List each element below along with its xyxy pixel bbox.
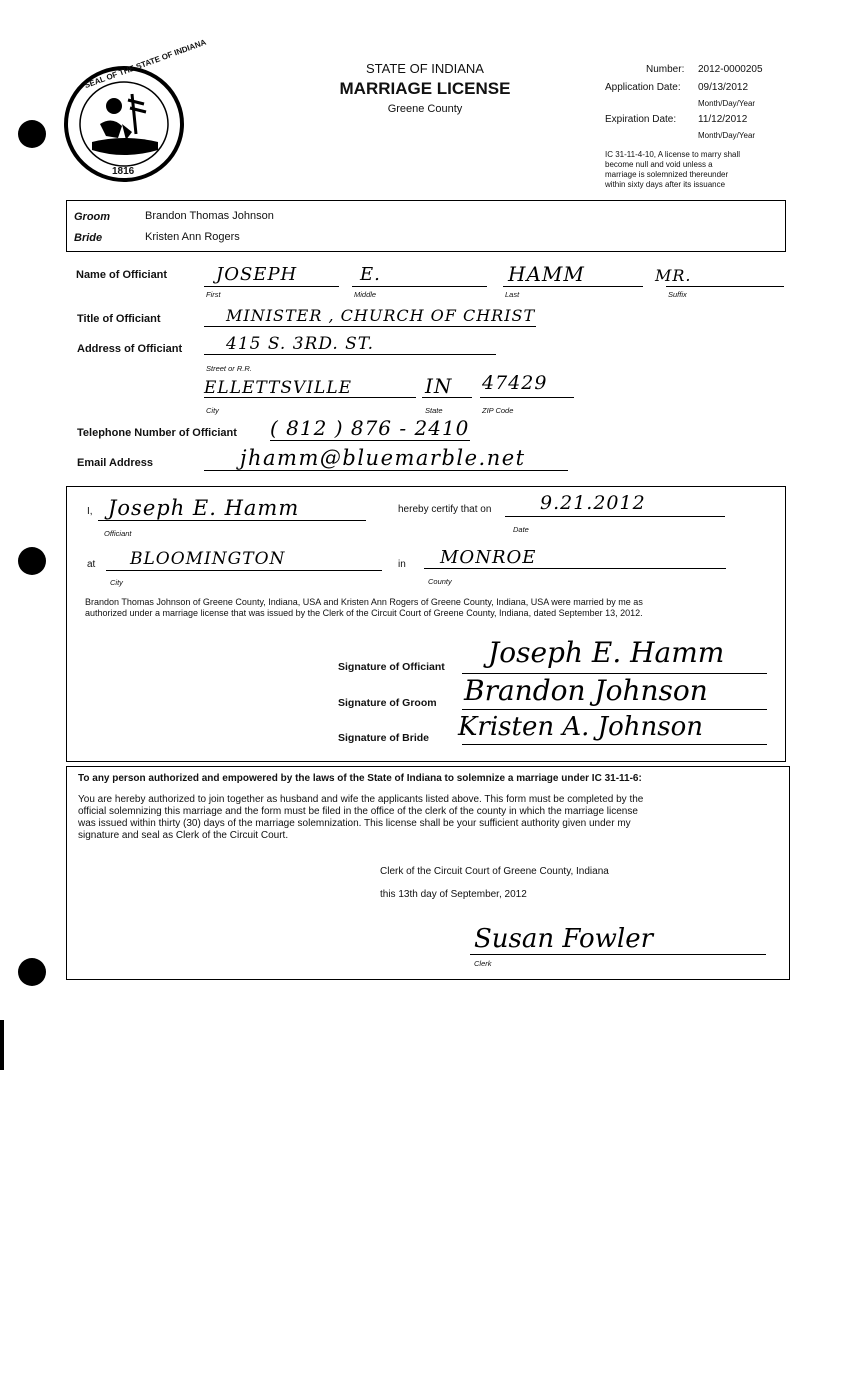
officiant-title-value: MINISTER , CHURCH OF CHRIST bbox=[226, 306, 536, 325]
officiant-phone-value: ( 812 ) 876 - 2410 bbox=[270, 416, 470, 440]
city-caption: City bbox=[206, 406, 219, 415]
bride-name: Kristen Ann Rogers bbox=[145, 231, 240, 243]
officiant-zip-value: 47429 bbox=[482, 372, 548, 394]
officiant-city-value: ELLETTSVILLE bbox=[204, 378, 353, 398]
expiration-date-label: Expiration Date: bbox=[605, 114, 677, 125]
certificate-date-line bbox=[505, 516, 725, 517]
statute-note-line: become null and void unless a bbox=[605, 160, 713, 169]
authorization-body-line: signature and seal as Clerk of the Circuit Court. bbox=[78, 830, 289, 841]
officiant-suffix-line bbox=[666, 286, 784, 287]
bride-label: Bride bbox=[74, 232, 103, 244]
seal-year: 1816 bbox=[112, 166, 135, 177]
state-heading: STATE OF INDIANA bbox=[366, 61, 484, 76]
clerk-signature: Susan Fowler bbox=[474, 924, 654, 954]
certificate-county-caption: County bbox=[428, 577, 452, 586]
punch-hole-middle bbox=[18, 547, 46, 575]
middle-caption: Middle bbox=[354, 290, 377, 299]
signature-groom-label: Signature of Groom bbox=[338, 697, 437, 709]
punch-hole-bottom bbox=[18, 958, 46, 986]
certificate-statement-line: Brandon Thomas Johnson of Greene County, Indiana, USA and Kristen Ann Rogers of Greene County, Indiana, USA were married by me as bbox=[85, 597, 643, 607]
officiant-first-line bbox=[204, 286, 339, 287]
officiant-phone-line bbox=[270, 440, 470, 441]
officiant-phone-label: Telephone Number of Officiant bbox=[77, 427, 237, 439]
groom-label: Groom bbox=[74, 211, 111, 223]
last-caption: Last bbox=[505, 290, 520, 299]
officiant-email-value: jhamm@bluemarble.net bbox=[240, 446, 526, 470]
suffix-caption: Suffix bbox=[668, 290, 687, 299]
statute-note-line: marriage is solemnized thereunder bbox=[605, 170, 729, 179]
certificate-i-label: I, bbox=[87, 506, 93, 517]
officiant-last-name: HAMM bbox=[508, 262, 585, 286]
officiant-address-label: Address of Officiant bbox=[77, 343, 183, 355]
punch-hole-top bbox=[18, 120, 46, 148]
officiant-zip-line bbox=[480, 397, 574, 398]
application-date-label: Application Date: bbox=[605, 82, 681, 93]
signature-bride-label: Signature of Bride bbox=[338, 732, 430, 744]
authorization-body-line: You are hereby authorized to join together as husband and wife the applicants listed above. This form must be completed by the bbox=[78, 794, 644, 805]
certificate-officiant-caption: Officiant bbox=[104, 529, 132, 538]
officiant-middle-name: E. bbox=[360, 264, 381, 285]
officiant-name-label: Name of Officiant bbox=[76, 269, 168, 281]
application-date-value: 09/13/2012 bbox=[698, 82, 749, 93]
clerk-day-line: this 13th day of September, 2012 bbox=[380, 889, 527, 900]
county-heading: Greene County bbox=[387, 103, 463, 115]
certificate-city-caption: City bbox=[110, 578, 123, 587]
authorization-body bbox=[78, 794, 778, 842]
officiant-email-label: Email Address bbox=[77, 457, 154, 469]
authorization-body-line: was issued within thirty (30) days of the marriage solemnization. This license shall be your sufficient authority given under my bbox=[78, 818, 631, 829]
certificate-date-value: 9.21.2012 bbox=[540, 492, 646, 514]
officiant-street-line bbox=[204, 354, 496, 355]
date-format-caption-2: Month/Day/Year bbox=[698, 131, 756, 140]
clerk-caption: Clerk bbox=[474, 959, 492, 968]
number-label: Number: bbox=[646, 64, 685, 75]
certificate-in-label: in bbox=[398, 559, 406, 570]
certificate-statement bbox=[85, 597, 775, 619]
signature-officiant-value: Joseph E. Hamm bbox=[488, 636, 725, 669]
authorization-heading: To any person authorized and empowered by the laws of the State of Indiana to solemnize a marriage under IC 31-11-6: bbox=[78, 773, 642, 784]
document-title: MARRIAGE LICENSE bbox=[339, 79, 511, 98]
clerk-court-line: Clerk of the Circuit Court of Greene County, Indiana bbox=[380, 866, 609, 877]
officiant-last-line bbox=[503, 286, 643, 287]
officiant-email-line bbox=[204, 470, 568, 471]
certificate-county-value: MONROE bbox=[440, 547, 537, 568]
officiant-title-label: Title of Officiant bbox=[77, 313, 161, 325]
certificate-date-caption: Date bbox=[513, 525, 529, 534]
officiant-city-line bbox=[204, 397, 416, 398]
seal-text: SEAL OF THE STATE OF INDIANA bbox=[83, 37, 208, 91]
certificate-city-value: BLOOMINGTON bbox=[130, 549, 286, 569]
statute-note-line: within sixty days after its issuance bbox=[605, 180, 726, 189]
signature-bride-value: Kristen A. Johnson bbox=[458, 712, 703, 742]
statute-note bbox=[605, 150, 740, 190]
statute-note-line: IC 31-11-4-10, A license to marry shall bbox=[605, 150, 741, 159]
officiant-state-line bbox=[422, 397, 472, 398]
state-caption: State bbox=[425, 406, 443, 415]
date-format-caption-1: Month/Day/Year bbox=[698, 99, 756, 108]
certificate-county-line bbox=[424, 568, 726, 569]
certificate-at-label: at bbox=[87, 559, 96, 570]
officiant-suffix: MR. bbox=[655, 266, 692, 285]
officiant-street-value: 415 S. 3RD. ST. bbox=[226, 334, 375, 354]
officiant-state-value: IN bbox=[425, 374, 453, 398]
signature-groom-value: Brandon Johnson bbox=[464, 674, 708, 707]
certificate-officiant-line bbox=[98, 520, 366, 521]
zip-caption: ZIP Code bbox=[482, 406, 514, 415]
authorization-body-line: official solemnizing this marriage and the form must be filed in the office of the clerk of the county in which the marriage license bbox=[78, 806, 638, 817]
couple-box bbox=[66, 200, 786, 252]
signature-groom-line bbox=[462, 709, 767, 710]
certificate-certify-text: hereby certify that on bbox=[398, 504, 492, 515]
officiant-middle-line bbox=[352, 286, 487, 287]
left-edge-mark bbox=[0, 1020, 4, 1070]
signature-bride-line bbox=[462, 744, 767, 745]
street-caption: Street or R.R. bbox=[206, 364, 252, 373]
state-seal bbox=[62, 37, 208, 184]
certificate-city-line bbox=[106, 570, 382, 571]
groom-name: Brandon Thomas Johnson bbox=[145, 210, 274, 222]
officiant-title-line bbox=[204, 326, 536, 327]
signature-officiant-label: Signature of Officiant bbox=[338, 661, 445, 673]
expiration-date-value: 11/12/2012 bbox=[698, 114, 748, 125]
first-caption: First bbox=[206, 290, 221, 299]
number-value: 2012-0000205 bbox=[698, 64, 763, 75]
certificate-officiant-signature: Joseph E. Hamm bbox=[108, 496, 300, 520]
certificate-statement-line: authorized under a marriage license that was issued by the Clerk of the Circuit Court of Greene County, Indiana, dated September 13, 2012. bbox=[85, 608, 643, 618]
officiant-first-name: JOSEPH bbox=[216, 264, 298, 285]
clerk-signature-line bbox=[470, 954, 766, 955]
